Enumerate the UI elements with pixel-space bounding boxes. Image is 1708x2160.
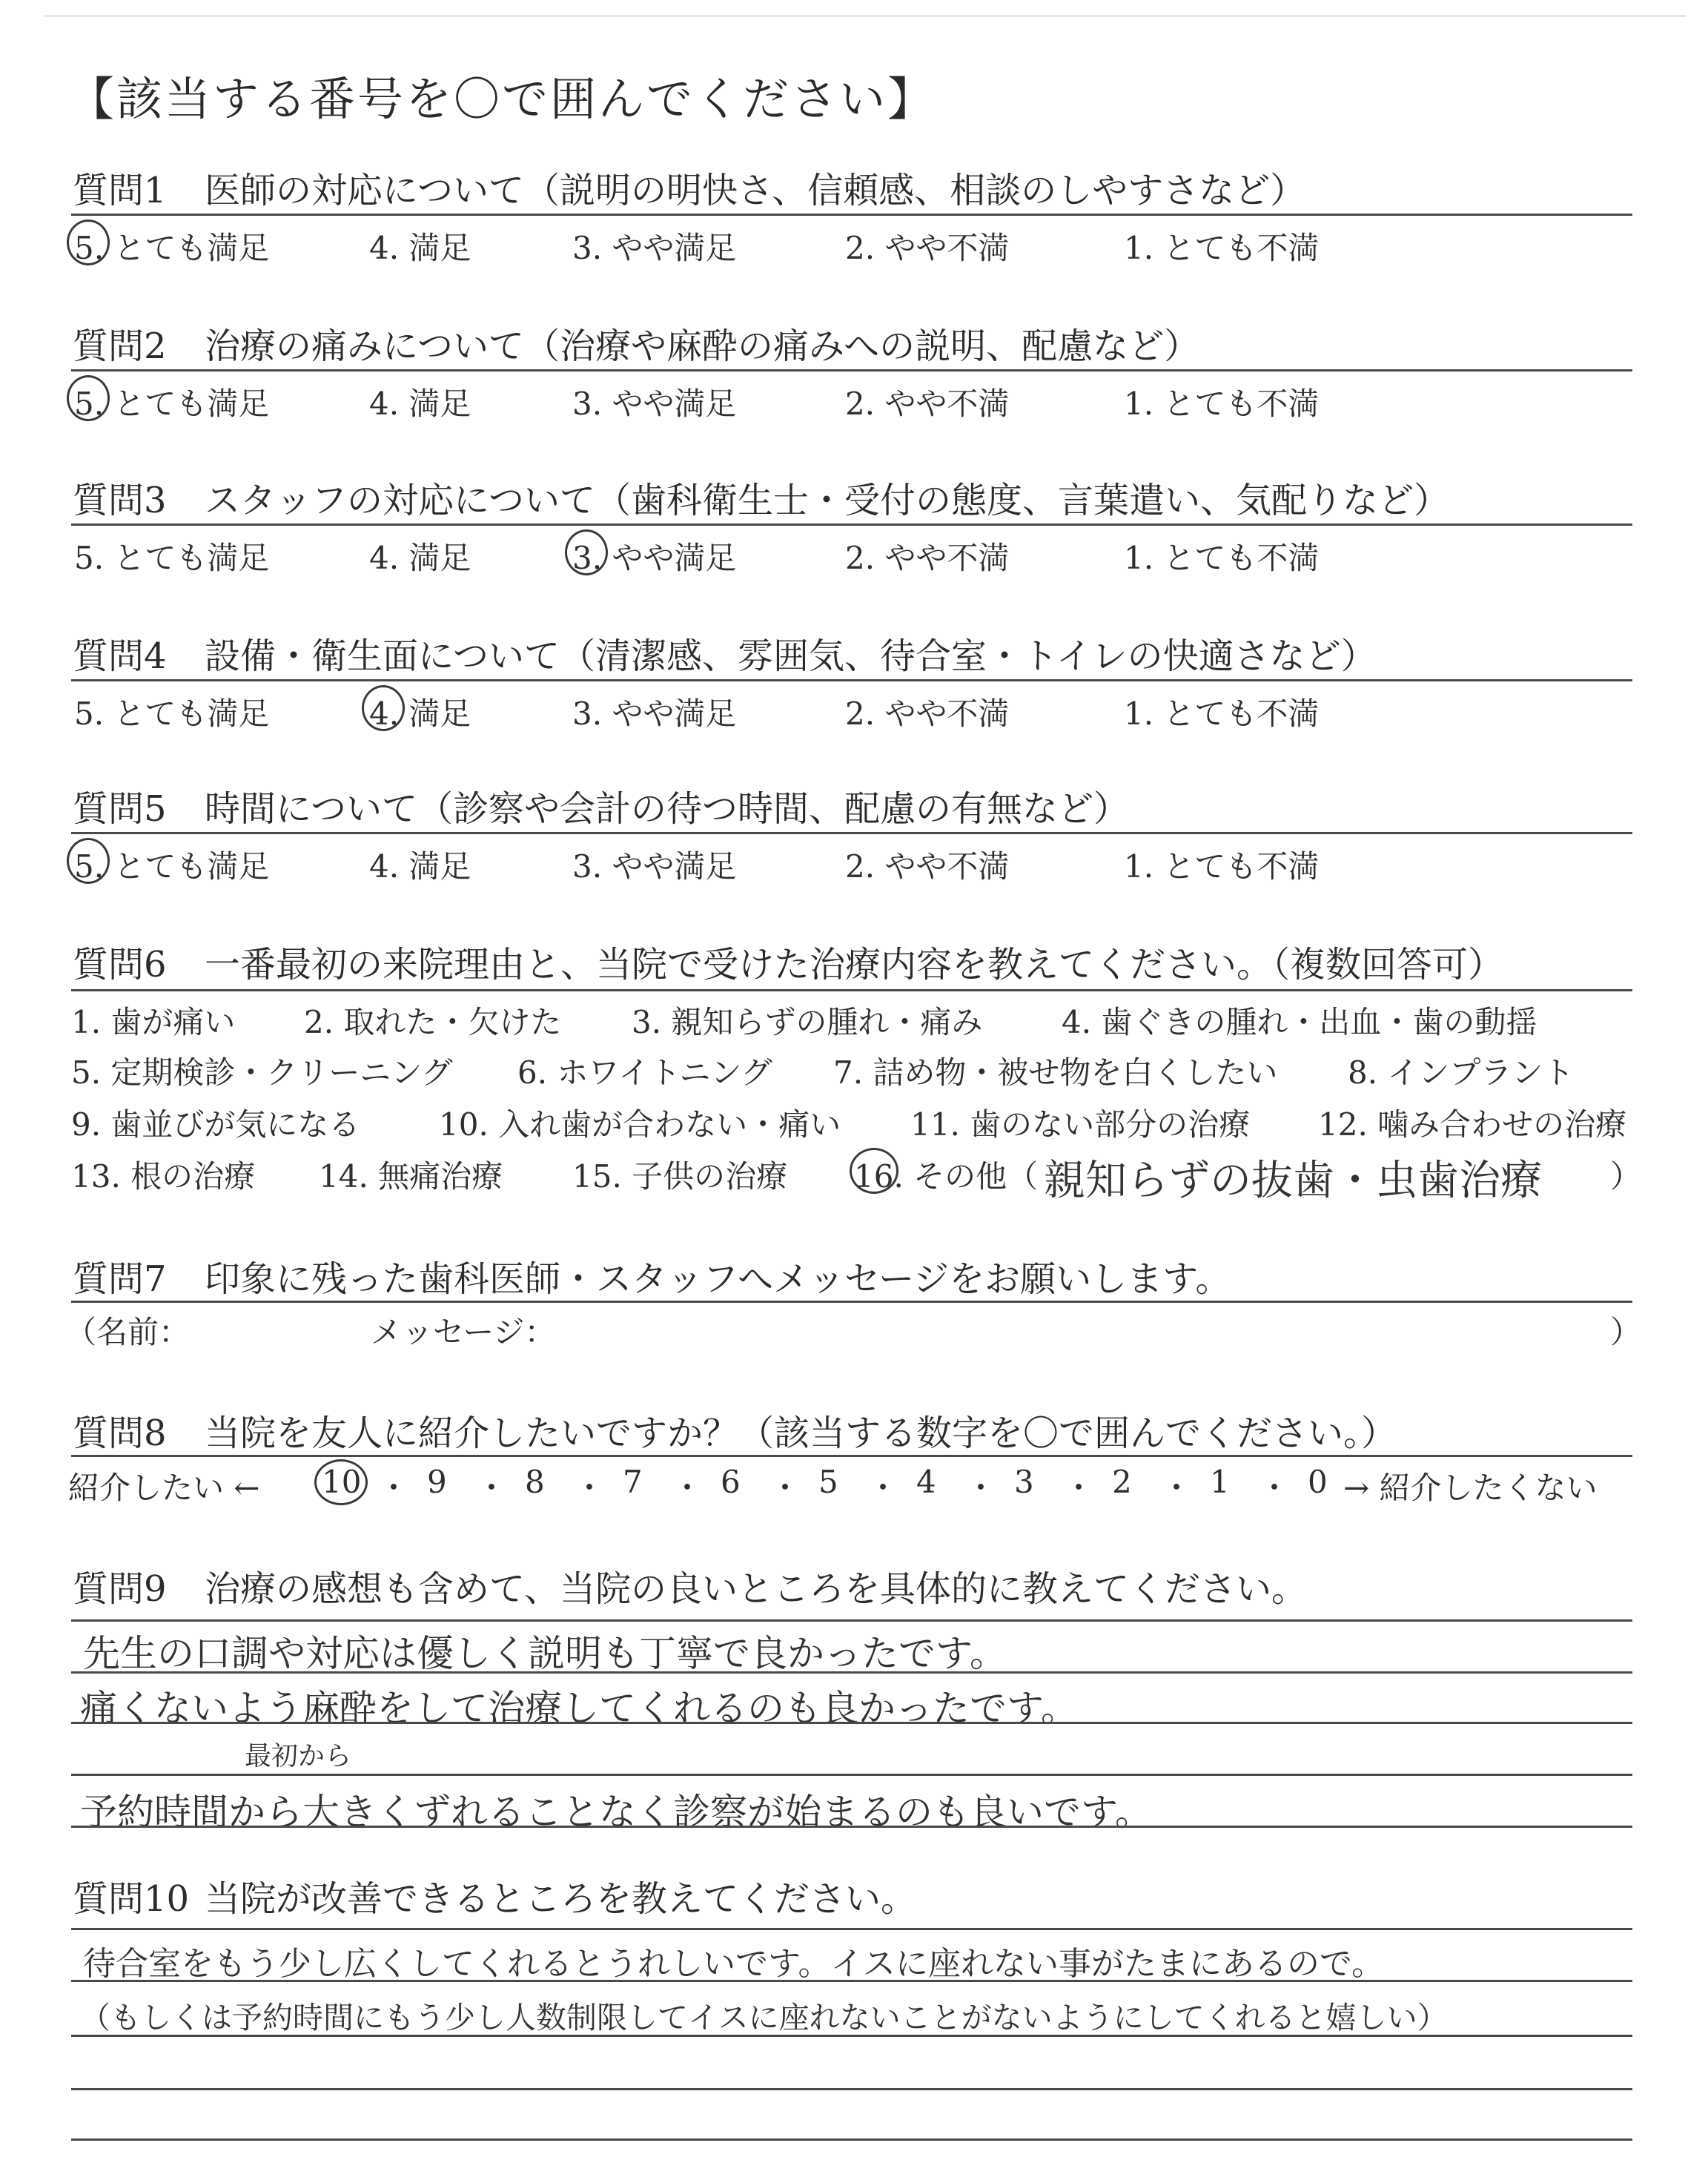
q9-number: 質問9 — [73, 1568, 167, 1610]
q8-scale-10[interactable]: 10 — [322, 1464, 362, 1500]
q9-answer-line-3[interactable]: 予約時間から大きくずれることなく診察が始まるのも良いです。 — [80, 1791, 1152, 1834]
q8-scale-7[interactable]: 7 — [623, 1464, 643, 1500]
q5-option-3[interactable]: 3. やや満足 — [572, 848, 737, 885]
q6-option-9[interactable]: 9. 歯並びが気になる — [71, 1106, 360, 1143]
q9-text: 治療の感想も含めて、当院の良いところを具体的に教えてください。 — [205, 1568, 1308, 1610]
q3-option-2[interactable]: 2. やや不満 — [845, 540, 1010, 576]
q6-option-1[interactable]: 1. 歯が痛い — [71, 1004, 236, 1040]
q6-option-3[interactable]: 3. 親知らずの腫れ・痛み — [632, 1004, 983, 1040]
q8-scale-separator: ・ — [1063, 1470, 1095, 1506]
q6-text: 一番最初の来院理由と、当院で受けた治療内容を教えてください。（複数回答可） — [205, 944, 1504, 985]
q1-number: 質問1 — [73, 170, 167, 211]
q4-selected-circle — [362, 685, 405, 731]
q6-selected-circle — [850, 1148, 898, 1194]
q8-scale-separator: ・ — [1161, 1470, 1193, 1506]
q9-title — [73, 1560, 1307, 1611]
q6-option-12[interactable]: 12. 噛み合わせの治療 — [1318, 1106, 1627, 1143]
q3-option-3[interactable]: 3. やや満足 — [572, 540, 737, 576]
q2-option-2[interactable]: 2. やや不満 — [845, 386, 1010, 422]
q8-scale-separator: ・ — [672, 1470, 704, 1506]
q7-title — [73, 1250, 1231, 1301]
q8-rule — [71, 1455, 1632, 1457]
q10-line-1 — [71, 1928, 1632, 1930]
q8-title — [73, 1404, 1397, 1456]
q6-option-14[interactable]: 14. 無痛治療 — [319, 1158, 503, 1195]
q4-option-1[interactable]: 1. とても不満 — [1124, 696, 1320, 732]
q8-scale-9[interactable]: 9 — [427, 1464, 447, 1500]
q9-answer-line-2[interactable]: 痛くないよう麻酔をして治療してくれるのも良かったです。 — [80, 1687, 1078, 1730]
q8-number: 質問8 — [73, 1413, 167, 1454]
q2-option-1[interactable]: 1. とても不満 — [1124, 386, 1320, 422]
q8-right-label: → 紹介したくない — [1343, 1470, 1598, 1506]
q10-title — [73, 1870, 916, 1921]
q6-number: 質問6 — [73, 944, 167, 985]
q8-scale-separator: ・ — [476, 1470, 508, 1506]
q8-scale-separator: ・ — [965, 1470, 997, 1506]
q2-rule — [71, 369, 1632, 371]
q9-insert-note[interactable]: 最初から — [245, 1741, 352, 1771]
q3-number: 質問3 — [73, 480, 167, 521]
q4-option-5[interactable]: 5. とても満足 — [74, 696, 270, 732]
q1-option-4[interactable]: 4. 満足 — [369, 230, 471, 266]
q1-rule — [71, 214, 1632, 216]
q2-text: 治療の痛みについて（治療や麻酔の痛みへの説明、配慮など） — [205, 326, 1200, 367]
q5-option-5[interactable]: 5. とても満足 — [74, 848, 270, 885]
q7-message-label: メッセージ： — [371, 1314, 556, 1350]
q4-title — [73, 627, 1377, 678]
q5-text: 時間について（診察や会計の待つ時間、配慮の有無など） — [205, 788, 1130, 830]
q6-option-16[interactable]: 16. その他（ — [854, 1158, 1039, 1195]
q8-scale-2[interactable]: 2 — [1112, 1464, 1132, 1500]
q3-rule — [71, 524, 1632, 526]
q10-text: 当院が改善できるところを教えてください。 — [205, 1878, 917, 1920]
q8-scale-8[interactable]: 8 — [525, 1464, 545, 1500]
q2-option-5[interactable]: 5. とても満足 — [74, 386, 270, 422]
q7-number: 質問7 — [73, 1258, 167, 1300]
q5-number: 質問5 — [73, 788, 167, 830]
q8-scale-4[interactable]: 4 — [916, 1464, 936, 1500]
q6-close-paren: ） — [1610, 1158, 1642, 1195]
q5-option-1[interactable]: 1. とても不満 — [1124, 848, 1320, 885]
q1-option-3[interactable]: 3. やや満足 — [572, 230, 737, 266]
q5-selected-circle — [67, 838, 110, 884]
q3-text: スタッフの対応について（歯科衛生士・受付の態度、言葉遣い、気配りなど） — [205, 480, 1450, 521]
q6-option-5[interactable]: 5. 定期検診・クリーニング — [71, 1054, 453, 1091]
q6-option-6[interactable]: 6. ホワイトニング — [517, 1054, 772, 1091]
q10-number: 質問10 — [73, 1878, 190, 1920]
q4-rule — [71, 679, 1632, 681]
q5-option-4[interactable]: 4. 満足 — [369, 848, 471, 885]
q8-left-label: 紹介したい ← — [68, 1470, 260, 1506]
q5-option-2[interactable]: 2. やや不満 — [845, 848, 1010, 885]
q8-selected-circle — [314, 1459, 368, 1505]
q10-line-2 — [71, 1980, 1632, 1982]
q8-text: 当院を友人に紹介したいですか？（該当する数字を〇で囲んでください。） — [205, 1413, 1397, 1454]
q9-line-4 — [71, 1774, 1632, 1776]
q8-scale-0[interactable]: 0 — [1308, 1464, 1328, 1500]
q4-option-3[interactable]: 3. やや満足 — [572, 696, 737, 732]
q10-line-5 — [71, 2138, 1632, 2141]
q4-option-2[interactable]: 2. やや不満 — [845, 696, 1010, 732]
q6-option-4[interactable]: 4. 歯ぐきの腫れ・出血・歯の動揺 — [1062, 1004, 1537, 1040]
q6-option-11[interactable]: 11. 歯のない部分の治療 — [910, 1106, 1251, 1143]
q1-option-2[interactable]: 2. やや不満 — [845, 230, 1010, 266]
q8-scale-separator: ・ — [769, 1470, 801, 1506]
q3-selected-circle — [565, 529, 608, 575]
q6-option-8[interactable]: 8. インプラント — [1348, 1054, 1575, 1091]
q9-line-3 — [71, 1722, 1632, 1724]
q9-line-2 — [71, 1671, 1632, 1674]
q2-number: 質問2 — [73, 326, 167, 367]
q6-option-10[interactable]: 10. 入れ歯が合わない・痛い — [439, 1106, 841, 1143]
q1-selected-circle — [67, 219, 110, 265]
q10-line-4 — [71, 2088, 1632, 2090]
q6-option-7[interactable]: 7. 詰め物・被せ物を白くしたい — [833, 1054, 1278, 1091]
q5-rule — [71, 832, 1632, 834]
q7-rule — [71, 1301, 1632, 1303]
q3-option-4[interactable]: 4. 満足 — [369, 540, 471, 576]
q4-option-4[interactable]: 4. 満足 — [369, 696, 471, 732]
q1-text: 医師の対応について（説明の明快さ、信頼感、相談のしやすさなど） — [205, 170, 1306, 211]
q10-answer-line-2[interactable]: （もしくは予約時間にもう少し人数制限してイスに座れないことがないようにしてくれると嬉しい） — [80, 2000, 1448, 2035]
q6-option-2[interactable]: 2. 取れた・欠けた — [304, 1004, 562, 1040]
top-divider — [44, 15, 1686, 17]
q9-line-5 — [71, 1826, 1632, 1828]
q8-scale-separator: ・ — [574, 1470, 606, 1506]
q3-option-5[interactable]: 5. とても満足 — [74, 540, 270, 576]
q4-text: 設備・衛生面について（清潔感、雰囲気、待合室・トイレの快適さなど） — [205, 635, 1377, 677]
q5-title — [73, 780, 1129, 831]
q1-option-5[interactable]: 5. とても満足 — [74, 230, 270, 266]
q9-line-1 — [71, 1619, 1632, 1622]
q7-name-label: （名前： — [65, 1314, 191, 1350]
q6-other-answer[interactable]: 親知らずの抜歯・虫歯治療 — [1044, 1157, 1542, 1205]
q1-option-1[interactable]: 1. とても不満 — [1124, 230, 1320, 266]
q2-selected-circle — [67, 375, 110, 421]
q10-line-3 — [71, 2035, 1632, 2037]
q8-scale-separator: ・ — [867, 1470, 899, 1506]
q10-answer-line-1[interactable]: 待合室をもう少し広くしてくれるとうれしいです。イスに座れない事がたまにあるので。 — [83, 1945, 1385, 1983]
q8-scale-5[interactable]: 5 — [818, 1464, 838, 1500]
q7-close-paren: ） — [1610, 1314, 1642, 1350]
q6-title — [73, 936, 1503, 987]
q3-title — [73, 472, 1449, 523]
q7-text: 印象に残った歯科医師・スタッフへメッセージをお願いします。 — [205, 1258, 1231, 1300]
q3-option-1[interactable]: 1. とても不満 — [1124, 540, 1320, 576]
q8-scale-1[interactable]: 1 — [1210, 1464, 1230, 1500]
q6-option-15[interactable]: 15. 子供の治療 — [572, 1158, 788, 1195]
q9-answer-line-1[interactable]: 先生の口調や対応は優しく説明も丁寧で良かったです。 — [83, 1632, 1007, 1675]
q6-option-13[interactable]: 13. 根の治療 — [71, 1158, 256, 1195]
q8-scale-separator: ・ — [378, 1470, 410, 1506]
q2-option-3[interactable]: 3. やや満足 — [572, 386, 737, 422]
q2-option-4[interactable]: 4. 満足 — [369, 386, 471, 422]
q2-title — [73, 317, 1199, 369]
q8-scale-6[interactable]: 6 — [721, 1464, 741, 1500]
q6-rule — [71, 989, 1632, 991]
instruction-header: 【該当する番号を〇で囲んでください】 — [68, 72, 936, 126]
q4-number: 質問4 — [73, 635, 167, 677]
q8-scale-3[interactable]: 3 — [1014, 1464, 1034, 1500]
q8-scale-separator: ・ — [1259, 1470, 1291, 1506]
q1-title — [73, 162, 1305, 213]
